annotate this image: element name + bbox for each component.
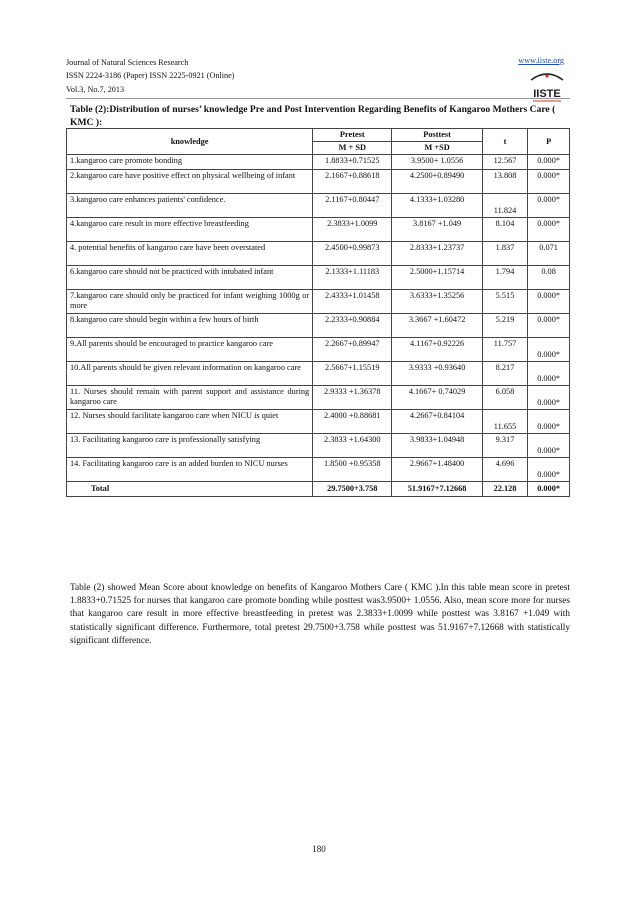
row-pretest: 2.3833+1.0099 (313, 218, 392, 242)
row-p: 0.000* (528, 218, 570, 242)
row-posttest: 3.3667 +1.60472 (392, 314, 482, 338)
header-divider (66, 98, 570, 99)
total-posttest: 51.9167+7.12668 (392, 482, 482, 497)
row-knowledge (67, 290, 313, 314)
row-p: 0.000* (528, 386, 570, 410)
results-paragraph: Table (2) showed Mean Score about knowledge on benefits of Kangaroo Mothers Care ( KMC ).In this table mean score in pretest 1.8833+0.71525 for nurses that kangaroo care promote bonding while posttest was3.9500+ 1.0556. Also, mean score more for nurses that kangaroo care result in more effective breastfeeding in pretest was 2.3833+1.0099 while posttest was 3.8167 +1.049 with statistically significant difference. Furthermore, total pretest 29.7500+3.758 while posttest was 51.9167+7.12668 with statistically significant difference. (70, 583, 570, 646)
row-knowledge-text: 11. Nurses should remain with parent support and assistance during kangaroo care (70, 387, 310, 406)
journal-url-link[interactable]: www.iiste.org (518, 56, 564, 65)
row-posttest: 4.1167+0.92226 (392, 338, 482, 362)
header-pretest: Pretest (313, 129, 392, 142)
row-posttest: 2.8333+1.23737 (392, 242, 482, 266)
row-pretest: 1.8500 +0.95358 (313, 458, 392, 482)
header-knowledge: knowledge (67, 129, 313, 155)
header-posttest: Posttest (392, 129, 482, 142)
table-row (67, 218, 570, 242)
total-p: 0.000* (528, 482, 570, 497)
table-row (67, 242, 570, 266)
row-t: 1.837 (482, 242, 527, 266)
row-pretest: 2.5667+1.15519 (313, 362, 392, 386)
row-knowledge-text: 10.All parents should be given relevant information on kangaroo care (70, 363, 301, 372)
row-t: 5.515 (482, 290, 527, 314)
row-t: 11.757 (482, 338, 527, 362)
header-t: t (482, 129, 527, 155)
row-knowledge: 1.kangaroo care promote bonding (67, 155, 313, 170)
row-knowledge-text: 4. potential benefits of kangaroo care have been overstated (70, 243, 266, 252)
row-posttest: 2.9667+1.48400 (392, 458, 482, 482)
row-posttest: 4.1333+1.03280 (392, 194, 482, 218)
row-posttest: 3.9333 +0.93640 (392, 362, 482, 386)
table-row (67, 362, 570, 386)
total-row (67, 482, 570, 497)
subheader-posttest: M +SD (392, 142, 482, 155)
table-row (67, 194, 570, 218)
row-knowledge: 9.All parents should be encouraged to practice kangaroo care (67, 338, 313, 362)
row-knowledge: 3.kangaroo care enhances patients' confidence. (67, 194, 313, 218)
row-p: 0.000* (528, 314, 570, 338)
row-p: 0.08 (528, 266, 570, 290)
row-pretest: 2.4500+0.99873 (313, 242, 392, 266)
row-pretest: 2.4333+1.01458 (313, 290, 392, 314)
header-p: P (528, 129, 570, 155)
row-knowledge-text: 4.kangaroo care result in more effective breastfeeding (70, 219, 249, 228)
row-knowledge-text: 6.kangaroo care should not be practiced with intubated infant (70, 267, 274, 276)
row-pretest: 2.2333+0.90884 (313, 314, 392, 338)
table-row (67, 458, 570, 482)
row-pretest: 2.2667+0.89947 (313, 338, 392, 362)
table-row (67, 338, 570, 362)
row-p: 0.000* (528, 290, 570, 314)
table-row (67, 155, 570, 170)
row-knowledge (67, 434, 313, 458)
row-posttest: 4.2667+0.84104 (392, 410, 482, 434)
row-t: 11.655 (482, 410, 527, 434)
row-knowledge-text: 13. Facilitating kangaroo care is professionally satisfying (70, 435, 261, 444)
row-p: 0.000* (528, 434, 570, 458)
row-p: 0.000* (528, 170, 570, 194)
total-pretest: 29.7500+3.758 (313, 482, 392, 497)
row-knowledge-text: 2.kangaroo care have positive effect on physical wellbeing of infant (70, 171, 296, 180)
journal-header (66, 56, 235, 96)
row-knowledge (67, 362, 313, 386)
table-caption: Table (2):Distribution of nurses’ knowledge Pre and Post Intervention Regarding Benefits of Kangaroo Mothers Care ( KMC ): (70, 104, 556, 128)
table-row (67, 410, 570, 434)
row-pretest: 2.1333+1.11183 (313, 266, 392, 290)
row-knowledge (67, 386, 313, 410)
page-number: 180 (312, 844, 326, 854)
logo-wordmark: IISTE (533, 88, 561, 100)
row-p: 0.000* (528, 194, 570, 218)
row-knowledge (67, 218, 313, 242)
row-t: 1.794 (482, 266, 527, 290)
row-knowledge-text: 12. Nurses should facilitate kangaroo care when NICU is quiet (70, 411, 279, 420)
table-row (67, 170, 570, 194)
row-knowledge (67, 314, 313, 338)
row-pretest: 2.9333 +1.36378 (313, 386, 392, 410)
row-posttest: 3.9833+1.04948 (392, 434, 482, 458)
row-p: 0.000* (528, 155, 570, 170)
table-row (67, 314, 570, 338)
table-row (67, 386, 570, 410)
row-pretest: 1.8833+0.71525 (313, 155, 392, 170)
row-t: 13.808 (482, 170, 527, 194)
total-t: 22.128 (482, 482, 527, 497)
journal-name: Journal of Natural Sciences Research (66, 58, 189, 67)
row-posttest: 3.9500+ 1.0556 (392, 155, 482, 170)
row-knowledge (67, 410, 313, 434)
row-pretest: 2.3833 +1.64300 (313, 434, 392, 458)
row-posttest: 3.8167 +1.049 (392, 218, 482, 242)
row-knowledge-text: 7.kangaroo care should only be practiced for infant weighing 1000g or more (70, 291, 310, 310)
row-p: 0.000* (528, 458, 570, 482)
row-t: 5.219 (482, 314, 527, 338)
table-row (67, 290, 570, 314)
row-posttest: 4.2500+0.89490 (392, 170, 482, 194)
row-p: 0.000* (528, 338, 570, 362)
row-knowledge (67, 242, 313, 266)
row-knowledge (67, 458, 313, 482)
row-knowledge-text: 8.kangaroo care should begin within a few hours of birth (70, 315, 259, 324)
journal-volume: Vol.3, No.7, 2013 (66, 84, 125, 94)
row-knowledge (67, 170, 313, 194)
row-t: 8.104 (482, 218, 527, 242)
row-p: 0.071 (528, 242, 570, 266)
row-t: 8.217 (482, 362, 527, 386)
row-t: 9.317 (482, 434, 527, 458)
table-row (67, 266, 570, 290)
subheader-pretest: M + SD (313, 142, 392, 155)
row-t: 12.567 (482, 155, 527, 170)
row-t: 6.058 (482, 386, 527, 410)
row-pretest: 2.1667+0.88618 (313, 170, 392, 194)
knowledge-table (66, 128, 570, 497)
row-knowledge (67, 266, 313, 290)
total-label: Total (67, 482, 313, 497)
row-pretest: 2.1167+0.80447 (313, 194, 392, 218)
row-posttest: 3.6333+1.35256 (392, 290, 482, 314)
row-t: 11.824 (482, 194, 527, 218)
row-t: 4.696 (482, 458, 527, 482)
row-posttest: 2.5000+1.15714 (392, 266, 482, 290)
journal-issn: ISSN 2224-3186 (Paper) ISSN 2225-0921 (Online) (66, 71, 235, 81)
row-posttest: 4.1667+ 0.74029 (392, 386, 482, 410)
row-pretest: 2.4000 +0.88681 (313, 410, 392, 434)
row-p: 0.000* (528, 362, 570, 386)
row-knowledge-text: 14. Facilitating kangaroo care is an added burden to NICU nurses (70, 459, 288, 468)
row-p: 0.000* (528, 410, 570, 434)
table-row (67, 434, 570, 458)
